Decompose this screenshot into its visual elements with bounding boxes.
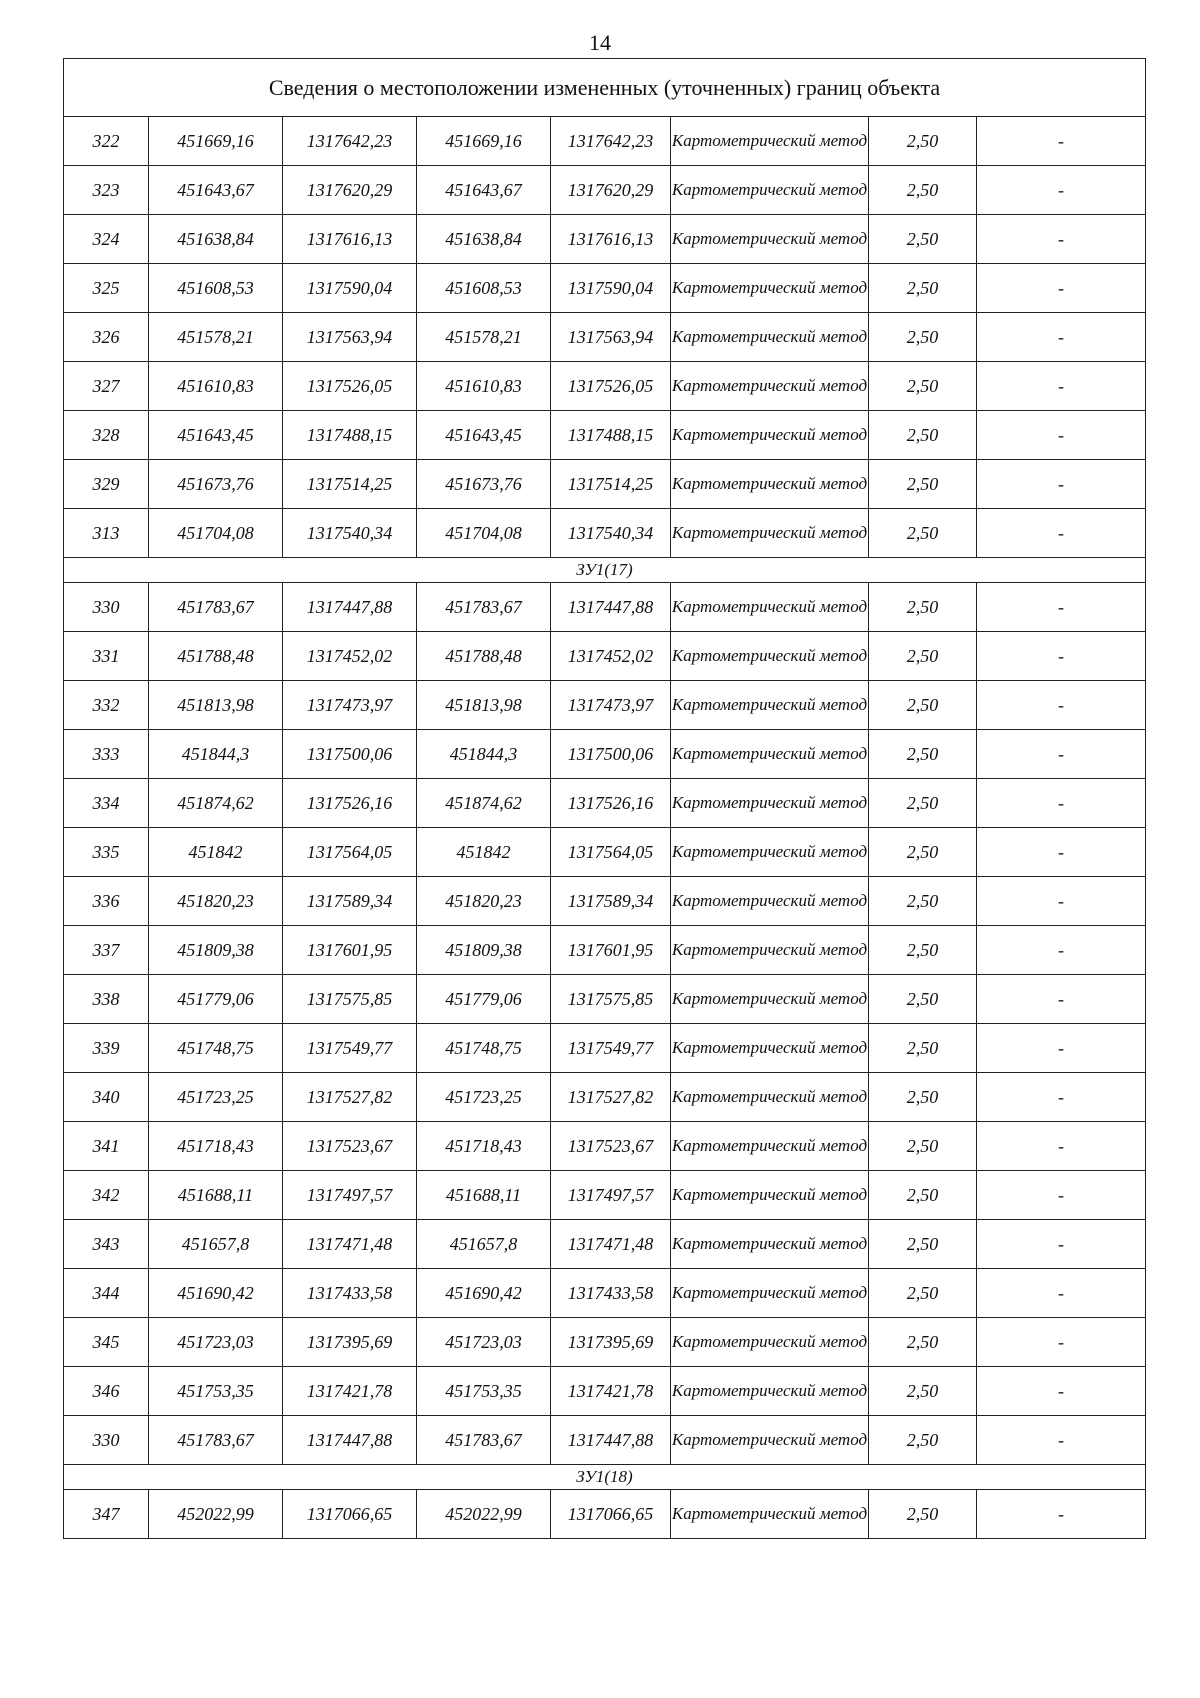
- existing-y-cell: 1317616,13: [283, 215, 417, 264]
- accuracy-cell: 2,50: [869, 730, 977, 779]
- note-cell: -: [977, 583, 1146, 632]
- accuracy-cell: 2,50: [869, 1122, 977, 1171]
- accuracy-cell: 2,50: [869, 975, 977, 1024]
- note-cell: -: [977, 460, 1146, 509]
- note-cell: -: [977, 779, 1146, 828]
- accuracy-cell: 2,50: [869, 1073, 977, 1122]
- existing-x-cell: 451723,03: [149, 1318, 283, 1367]
- point-number-cell: 328: [64, 411, 149, 460]
- refined-y-cell: 1317601,95: [551, 926, 671, 975]
- refined-y-cell: 1317563,94: [551, 313, 671, 362]
- existing-y-cell: 1317563,94: [283, 313, 417, 362]
- note-cell: -: [977, 632, 1146, 681]
- refined-x-cell: 451844,3: [417, 730, 551, 779]
- accuracy-cell: 2,50: [869, 632, 977, 681]
- refined-x-cell: 451638,84: [417, 215, 551, 264]
- refined-y-cell: 1317488,15: [551, 411, 671, 460]
- accuracy-cell: 2,50: [869, 1416, 977, 1465]
- existing-y-cell: 1317575,85: [283, 975, 417, 1024]
- existing-x-cell: 451842: [149, 828, 283, 877]
- point-number-cell: 333: [64, 730, 149, 779]
- refined-y-cell: 1317497,57: [551, 1171, 671, 1220]
- note-cell: -: [977, 975, 1146, 1024]
- note-cell: -: [977, 877, 1146, 926]
- refined-x-cell: 451874,62: [417, 779, 551, 828]
- note-cell: -: [977, 1318, 1146, 1367]
- method-cell: Картометрический метод: [671, 166, 869, 215]
- table-row: [64, 1318, 1146, 1367]
- refined-x-cell: 451657,8: [417, 1220, 551, 1269]
- note-cell: -: [977, 681, 1146, 730]
- refined-x-cell: 451748,75: [417, 1024, 551, 1073]
- note-cell: -: [977, 926, 1146, 975]
- table-body: [64, 59, 1146, 1539]
- note-cell: -: [977, 166, 1146, 215]
- refined-y-cell: 1317433,58: [551, 1269, 671, 1318]
- refined-x-cell: 451608,53: [417, 264, 551, 313]
- existing-y-cell: 1317526,16: [283, 779, 417, 828]
- point-number-cell: 342: [64, 1171, 149, 1220]
- existing-y-cell: 1317452,02: [283, 632, 417, 681]
- accuracy-cell: 2,50: [869, 313, 977, 362]
- method-cell: Картометрический метод: [671, 1220, 869, 1269]
- refined-y-cell: 1317620,29: [551, 166, 671, 215]
- existing-x-cell: 451688,11: [149, 1171, 283, 1220]
- method-cell: Картометрический метод: [671, 264, 869, 313]
- accuracy-cell: 2,50: [869, 877, 977, 926]
- refined-y-cell: 1317473,97: [551, 681, 671, 730]
- refined-y-cell: 1317590,04: [551, 264, 671, 313]
- method-cell: Картометрический метод: [671, 975, 869, 1024]
- note-cell: -: [977, 313, 1146, 362]
- existing-y-cell: 1317471,48: [283, 1220, 417, 1269]
- existing-y-cell: 1317447,88: [283, 583, 417, 632]
- refined-y-cell: 1317549,77: [551, 1024, 671, 1073]
- point-number-cell: 324: [64, 215, 149, 264]
- method-cell: Картометрический метод: [671, 1024, 869, 1073]
- table-row: [64, 166, 1146, 215]
- point-number-cell: 343: [64, 1220, 149, 1269]
- existing-x-cell: 451608,53: [149, 264, 283, 313]
- note-cell: -: [977, 1490, 1146, 1539]
- method-cell: Картометрический метод: [671, 1318, 869, 1367]
- existing-y-cell: 1317473,97: [283, 681, 417, 730]
- boundary-coordinates-table: [63, 58, 1146, 1539]
- table-row: [64, 411, 1146, 460]
- point-number-cell: 344: [64, 1269, 149, 1318]
- refined-y-cell: 1317575,85: [551, 975, 671, 1024]
- note-cell: -: [977, 509, 1146, 558]
- method-cell: Картометрический метод: [671, 583, 869, 632]
- refined-x-cell: 451578,21: [417, 313, 551, 362]
- refined-y-cell: 1317589,34: [551, 877, 671, 926]
- refined-x-cell: 451610,83: [417, 362, 551, 411]
- accuracy-cell: 2,50: [869, 215, 977, 264]
- table-row: [64, 117, 1146, 166]
- point-number-cell: 327: [64, 362, 149, 411]
- refined-y-cell: 1317526,16: [551, 779, 671, 828]
- method-cell: Картометрический метод: [671, 509, 869, 558]
- method-cell: Картометрический метод: [671, 1122, 869, 1171]
- existing-x-cell: 451643,67: [149, 166, 283, 215]
- note-cell: -: [977, 1416, 1146, 1465]
- accuracy-cell: 2,50: [869, 1024, 977, 1073]
- note-cell: -: [977, 411, 1146, 460]
- refined-y-cell: 1317471,48: [551, 1220, 671, 1269]
- accuracy-cell: 2,50: [869, 1367, 977, 1416]
- refined-x-cell: 451753,35: [417, 1367, 551, 1416]
- existing-y-cell: 1317601,95: [283, 926, 417, 975]
- accuracy-cell: 2,50: [869, 681, 977, 730]
- accuracy-cell: 2,50: [869, 460, 977, 509]
- existing-x-cell: 451874,62: [149, 779, 283, 828]
- method-cell: Картометрический метод: [671, 828, 869, 877]
- existing-y-cell: 1317421,78: [283, 1367, 417, 1416]
- refined-y-cell: 1317514,25: [551, 460, 671, 509]
- refined-y-cell: 1317452,02: [551, 632, 671, 681]
- note-cell: -: [977, 215, 1146, 264]
- existing-y-cell: 1317066,65: [283, 1490, 417, 1539]
- point-number-cell: 345: [64, 1318, 149, 1367]
- note-cell: -: [977, 117, 1146, 166]
- refined-y-cell: 1317447,88: [551, 583, 671, 632]
- method-cell: Картометрический метод: [671, 1171, 869, 1220]
- point-number-cell: 338: [64, 975, 149, 1024]
- existing-x-cell: 451643,45: [149, 411, 283, 460]
- method-cell: Картометрический метод: [671, 215, 869, 264]
- existing-x-cell: 451783,67: [149, 583, 283, 632]
- existing-y-cell: 1317526,05: [283, 362, 417, 411]
- refined-x-cell: 451643,45: [417, 411, 551, 460]
- existing-x-cell: 451718,43: [149, 1122, 283, 1171]
- existing-x-cell: 451657,8: [149, 1220, 283, 1269]
- refined-x-cell: 451783,67: [417, 1416, 551, 1465]
- refined-y-cell: 1317395,69: [551, 1318, 671, 1367]
- existing-x-cell: 451820,23: [149, 877, 283, 926]
- refined-x-cell: 451723,03: [417, 1318, 551, 1367]
- refined-y-cell: 1317642,23: [551, 117, 671, 166]
- refined-x-cell: 451788,48: [417, 632, 551, 681]
- accuracy-cell: 2,50: [869, 1318, 977, 1367]
- accuracy-cell: 2,50: [869, 1269, 977, 1318]
- existing-x-cell: 451673,76: [149, 460, 283, 509]
- existing-y-cell: 1317549,77: [283, 1024, 417, 1073]
- point-number-cell: 330: [64, 583, 149, 632]
- existing-x-cell: 451578,21: [149, 313, 283, 362]
- accuracy-cell: 2,50: [869, 117, 977, 166]
- refined-x-cell: 451718,43: [417, 1122, 551, 1171]
- existing-y-cell: 1317395,69: [283, 1318, 417, 1367]
- existing-y-cell: 1317540,34: [283, 509, 417, 558]
- existing-x-cell: 451748,75: [149, 1024, 283, 1073]
- refined-x-cell: 451809,38: [417, 926, 551, 975]
- point-number-cell: 335: [64, 828, 149, 877]
- table-row: [64, 313, 1146, 362]
- table-title: Сведения о местоположении измененных (уточненных) границ объекта: [64, 59, 1146, 117]
- existing-x-cell: 451779,06: [149, 975, 283, 1024]
- existing-y-cell: 1317527,82: [283, 1073, 417, 1122]
- refined-x-cell: 451723,25: [417, 1073, 551, 1122]
- existing-y-cell: 1317433,58: [283, 1269, 417, 1318]
- accuracy-cell: 2,50: [869, 1490, 977, 1539]
- existing-x-cell: 451788,48: [149, 632, 283, 681]
- table-row: [64, 583, 1146, 632]
- method-cell: Картометрический метод: [671, 1416, 869, 1465]
- method-cell: Картометрический метод: [671, 1490, 869, 1539]
- accuracy-cell: 2,50: [869, 509, 977, 558]
- existing-x-cell: 451610,83: [149, 362, 283, 411]
- note-cell: -: [977, 264, 1146, 313]
- refined-y-cell: 1317500,06: [551, 730, 671, 779]
- refined-x-cell: 451704,08: [417, 509, 551, 558]
- note-cell: -: [977, 1269, 1146, 1318]
- accuracy-cell: 2,50: [869, 166, 977, 215]
- method-cell: Картометрический метод: [671, 313, 869, 362]
- point-number-cell: 339: [64, 1024, 149, 1073]
- existing-y-cell: 1317620,29: [283, 166, 417, 215]
- accuracy-cell: 2,50: [869, 362, 977, 411]
- existing-y-cell: 1317488,15: [283, 411, 417, 460]
- refined-y-cell: 1317421,78: [551, 1367, 671, 1416]
- existing-y-cell: 1317564,05: [283, 828, 417, 877]
- table-row: [64, 1073, 1146, 1122]
- method-cell: Картометрический метод: [671, 460, 869, 509]
- method-cell: Картометрический метод: [671, 730, 869, 779]
- point-number-cell: 326: [64, 313, 149, 362]
- refined-x-cell: 451820,23: [417, 877, 551, 926]
- note-cell: -: [977, 730, 1146, 779]
- note-cell: -: [977, 1122, 1146, 1171]
- group-label: ЗУ1(18): [64, 1465, 1146, 1490]
- accuracy-cell: 2,50: [869, 1171, 977, 1220]
- table-row: [64, 779, 1146, 828]
- group-header-row: [64, 1465, 1146, 1490]
- accuracy-cell: 2,50: [869, 264, 977, 313]
- method-cell: Картометрический метод: [671, 1073, 869, 1122]
- existing-x-cell: 451669,16: [149, 117, 283, 166]
- point-number-cell: 334: [64, 779, 149, 828]
- point-number-cell: 330: [64, 1416, 149, 1465]
- point-number-cell: 347: [64, 1490, 149, 1539]
- existing-x-cell: 451844,3: [149, 730, 283, 779]
- accuracy-cell: 2,50: [869, 926, 977, 975]
- point-number-cell: 331: [64, 632, 149, 681]
- table-row: [64, 362, 1146, 411]
- point-number-cell: 313: [64, 509, 149, 558]
- method-cell: Картометрический метод: [671, 681, 869, 730]
- note-cell: -: [977, 362, 1146, 411]
- point-number-cell: 322: [64, 117, 149, 166]
- method-cell: Картометрический метод: [671, 1269, 869, 1318]
- group-header-row: [64, 558, 1146, 583]
- note-cell: -: [977, 828, 1146, 877]
- point-number-cell: 336: [64, 877, 149, 926]
- point-number-cell: 341: [64, 1122, 149, 1171]
- existing-x-cell: 451753,35: [149, 1367, 283, 1416]
- refined-y-cell: 1317564,05: [551, 828, 671, 877]
- method-cell: Картометрический метод: [671, 362, 869, 411]
- point-number-cell: 329: [64, 460, 149, 509]
- existing-y-cell: 1317447,88: [283, 1416, 417, 1465]
- table-row: [64, 1122, 1146, 1171]
- existing-x-cell: 451783,67: [149, 1416, 283, 1465]
- table-row: [64, 828, 1146, 877]
- existing-x-cell: 451690,42: [149, 1269, 283, 1318]
- table-row: [64, 1367, 1146, 1416]
- note-cell: -: [977, 1171, 1146, 1220]
- accuracy-cell: 2,50: [869, 779, 977, 828]
- table-row: [64, 215, 1146, 264]
- method-cell: Картометрический метод: [671, 1367, 869, 1416]
- refined-x-cell: 451688,11: [417, 1171, 551, 1220]
- accuracy-cell: 2,50: [869, 583, 977, 632]
- accuracy-cell: 2,50: [869, 828, 977, 877]
- method-cell: Картометрический метод: [671, 411, 869, 460]
- point-number-cell: 337: [64, 926, 149, 975]
- table-row: [64, 1220, 1146, 1269]
- refined-x-cell: 452022,99: [417, 1490, 551, 1539]
- existing-x-cell: 451704,08: [149, 509, 283, 558]
- existing-y-cell: 1317523,67: [283, 1122, 417, 1171]
- refined-x-cell: 451779,06: [417, 975, 551, 1024]
- refined-y-cell: 1317523,67: [551, 1122, 671, 1171]
- method-cell: Картометрический метод: [671, 632, 869, 681]
- method-cell: Картометрический метод: [671, 877, 869, 926]
- note-cell: -: [977, 1367, 1146, 1416]
- point-number-cell: 323: [64, 166, 149, 215]
- table-row: [64, 632, 1146, 681]
- refined-y-cell: 1317526,05: [551, 362, 671, 411]
- table-row: [64, 1490, 1146, 1539]
- point-number-cell: 340: [64, 1073, 149, 1122]
- refined-y-cell: 1317616,13: [551, 215, 671, 264]
- refined-x-cell: 451842: [417, 828, 551, 877]
- refined-y-cell: 1317540,34: [551, 509, 671, 558]
- table-row: [64, 926, 1146, 975]
- existing-y-cell: 1317590,04: [283, 264, 417, 313]
- group-label: ЗУ1(17): [64, 558, 1146, 583]
- point-number-cell: 332: [64, 681, 149, 730]
- method-cell: Картометрический метод: [671, 117, 869, 166]
- refined-x-cell: 451813,98: [417, 681, 551, 730]
- refined-y-cell: 1317527,82: [551, 1073, 671, 1122]
- table-row: [64, 1171, 1146, 1220]
- table-row: [64, 264, 1146, 313]
- method-cell: Картометрический метод: [671, 926, 869, 975]
- table-row: [64, 730, 1146, 779]
- note-cell: -: [977, 1220, 1146, 1269]
- table-row: [64, 877, 1146, 926]
- page-number: 14: [589, 30, 611, 55]
- table-row: [64, 681, 1146, 730]
- table-row: [64, 1416, 1146, 1465]
- existing-y-cell: 1317514,25: [283, 460, 417, 509]
- table-row: [64, 509, 1146, 558]
- refined-x-cell: 451783,67: [417, 583, 551, 632]
- existing-y-cell: 1317589,34: [283, 877, 417, 926]
- existing-x-cell: 451723,25: [149, 1073, 283, 1122]
- point-number-cell: 346: [64, 1367, 149, 1416]
- accuracy-cell: 2,50: [869, 411, 977, 460]
- refined-x-cell: 451669,16: [417, 117, 551, 166]
- table-row: [64, 1269, 1146, 1318]
- point-number-cell: 325: [64, 264, 149, 313]
- existing-x-cell: 451638,84: [149, 215, 283, 264]
- method-cell: Картометрический метод: [671, 779, 869, 828]
- existing-x-cell: 451809,38: [149, 926, 283, 975]
- refined-x-cell: 451673,76: [417, 460, 551, 509]
- note-cell: -: [977, 1073, 1146, 1122]
- refined-x-cell: 451643,67: [417, 166, 551, 215]
- table-row: [64, 975, 1146, 1024]
- accuracy-cell: 2,50: [869, 1220, 977, 1269]
- table-title-row: [64, 59, 1146, 117]
- table-row: [64, 460, 1146, 509]
- refined-y-cell: 1317447,88: [551, 1416, 671, 1465]
- note-cell: -: [977, 1024, 1146, 1073]
- existing-x-cell: 452022,99: [149, 1490, 283, 1539]
- existing-x-cell: 451813,98: [149, 681, 283, 730]
- existing-y-cell: 1317500,06: [283, 730, 417, 779]
- table-row: [64, 1024, 1146, 1073]
- refined-y-cell: 1317066,65: [551, 1490, 671, 1539]
- refined-x-cell: 451690,42: [417, 1269, 551, 1318]
- existing-y-cell: 1317497,57: [283, 1171, 417, 1220]
- existing-y-cell: 1317642,23: [283, 117, 417, 166]
